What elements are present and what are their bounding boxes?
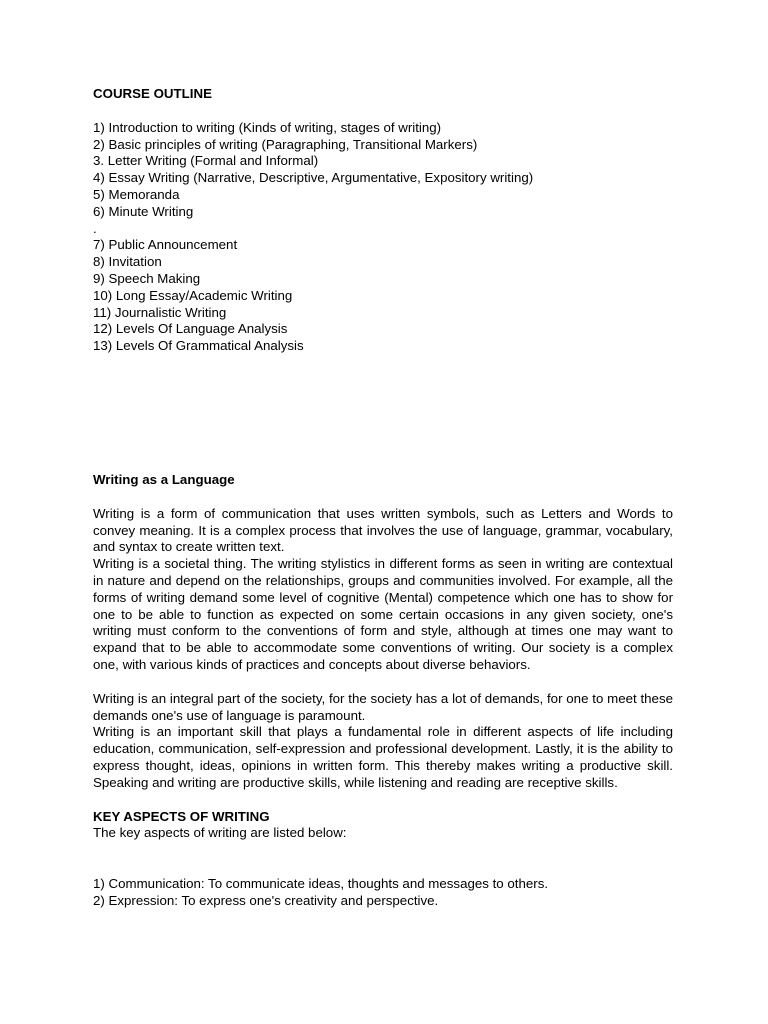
list-item: 1) Communication: To communicate ideas, thoughts and messages to others. (93, 876, 549, 892)
list-item: 8) Invitation (93, 254, 162, 270)
list-item: 13) Levels Of Grammatical Analysis (93, 338, 304, 354)
paragraph: Writing is an integral part of the society, for the society has a lot of demands, for one to meet these demands one's use of language is paramount. (93, 690, 673, 723)
paragraph: Writing is an important skill that plays a fundamental role in different aspects of life including education, communication, self-expression and professional development. Lastly, it is the ability to express thought, ideas, opinions in written form. This thereby makes writing a productive skill. Speaking and writing are productive skills, while listening and reading are receptive skills. (93, 724, 673, 790)
list-separator: . (93, 220, 97, 236)
list-item: 1) Introduction to writing (Kinds of writing, stages of writing) (93, 119, 442, 135)
list-item: 10) Long Essay/Academic Writing (93, 287, 293, 303)
list-item: 11) Journalistic Writing (93, 304, 227, 320)
list-item: 6) Minute Writing (93, 203, 194, 219)
key-aspects-list (93, 876, 673, 910)
paragraph: Writing is a societal thing. The writing stylistics in different forms as seen in writing are contextual in nature and depend on the relationships, groups and communities involved. For example, all the forms of writing demand some level of cognitive (Mental) competence which one has to show for one to be able to function as expected on some certain occasions in any given society, one's writing must conform to the conventions of form and style, although at times one may want to expand that to be able to accommodate some conventions of writing. Our society is a complex one, with various kinds of practices and concepts about diverse behaviors. (93, 556, 673, 672)
list-item: 2) Basic principles of writing (Paragraphing, Transitional Markers) (93, 136, 478, 152)
course-outline-heading: COURSE OUTLINE (93, 86, 212, 101)
document-page (93, 86, 673, 910)
list-item: 3. Letter Writing (Formal and Informal) (93, 153, 319, 169)
list-item: 7) Public Announcement (93, 237, 238, 253)
list-item: 12) Levels Of Language Analysis (93, 321, 288, 337)
list-item: 5) Memoranda (93, 186, 180, 202)
paragraph: Writing is a form of communication that uses written symbols, such as Letters and Words to convey meaning. It is a complex process that involves the use of language, grammar, vocabulary, and syntax to create written text. (93, 505, 673, 555)
course-outline-list (93, 120, 673, 355)
key-aspects-heading: KEY ASPECTS OF WRITING (93, 808, 270, 824)
writing-as-language-heading: Writing as a Language (93, 471, 235, 487)
list-item: 4) Essay Writing (Narrative, Descriptive, Argumentative, Expository writing) (93, 170, 534, 186)
key-aspects-intro: The key aspects of writing are listed below: (93, 825, 347, 841)
list-item: 9) Speech Making (93, 270, 201, 286)
list-item: 2) Expression: To express one's creativity and perspective. (93, 892, 439, 908)
